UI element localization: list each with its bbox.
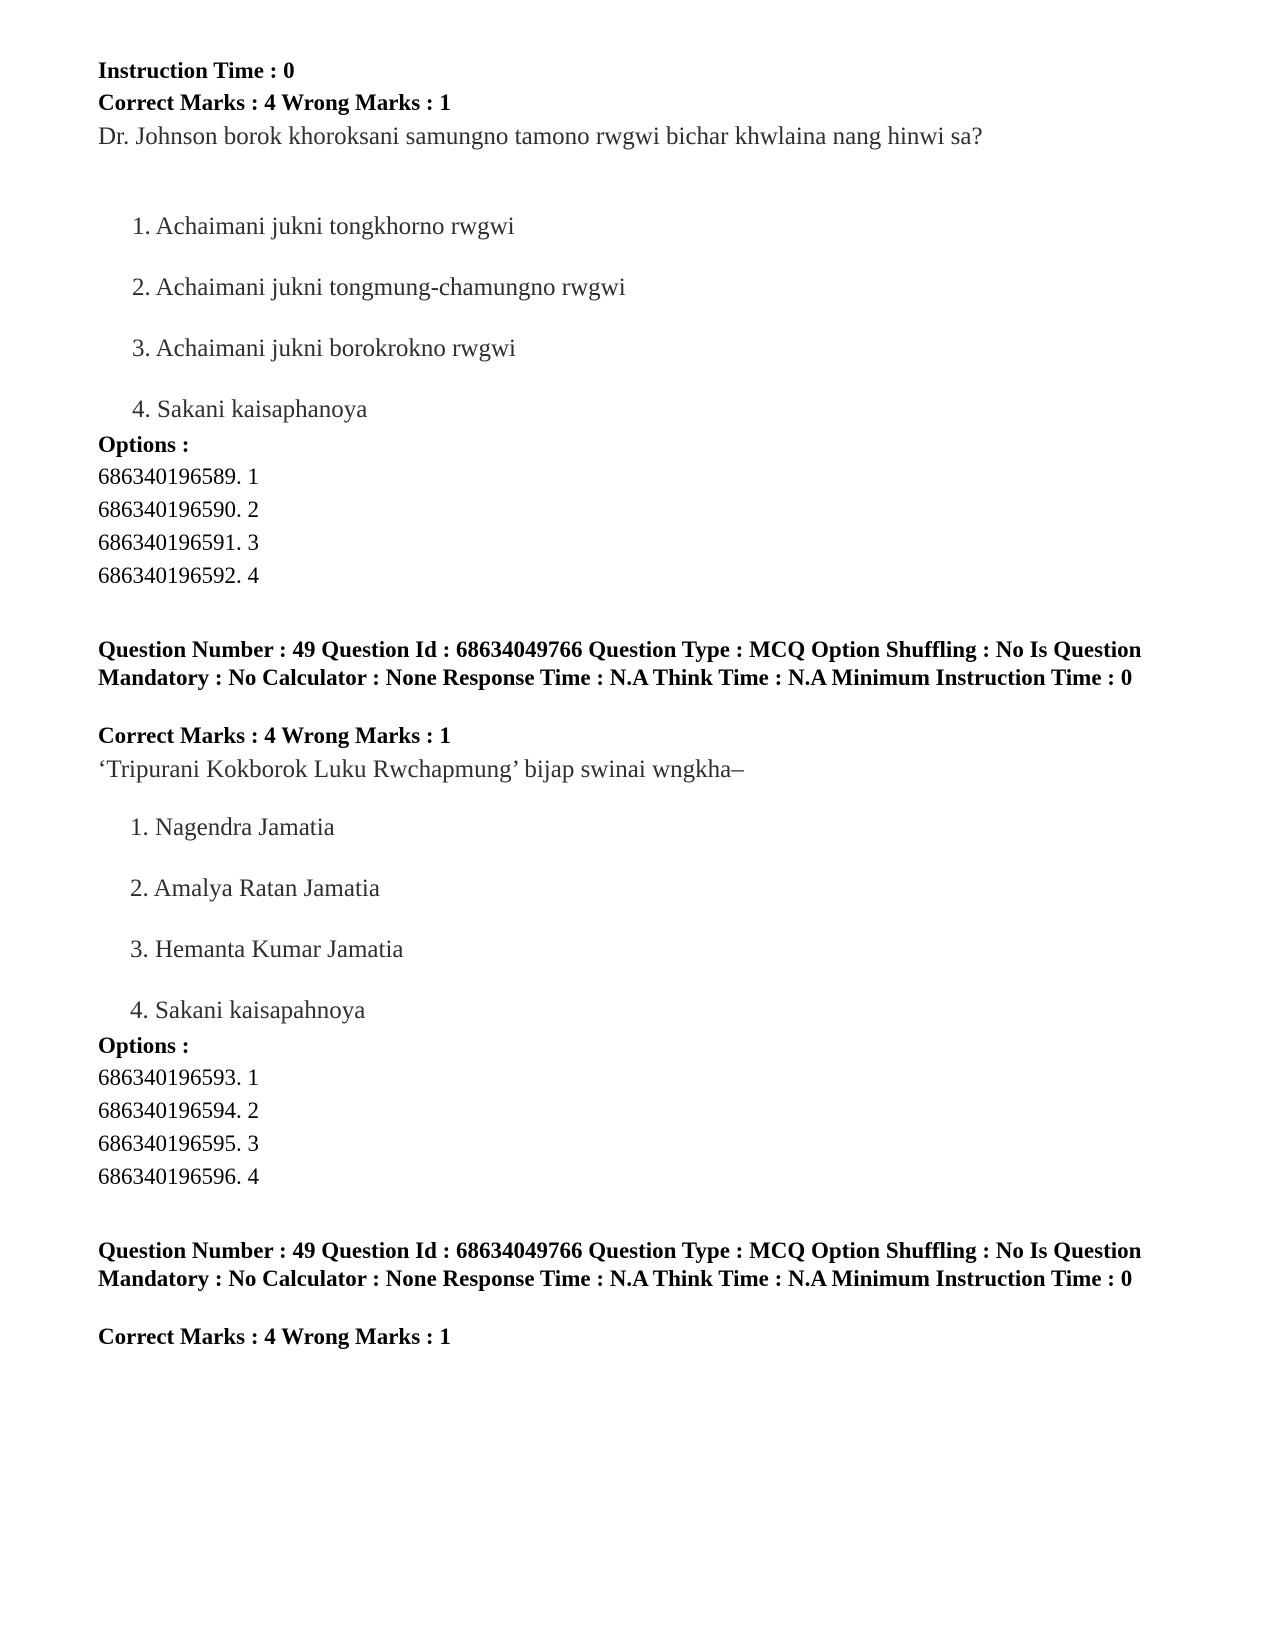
options-label: Options : xyxy=(98,432,190,457)
options-label: Options : xyxy=(98,1033,190,1058)
question-text: Dr. Johnson borok khoroksani samungno tamono rwgwi bichar khwlaina nang hinwi sa? xyxy=(98,123,983,150)
option-id: 686340196590. 2 xyxy=(98,497,259,522)
question-header: Question Number : 49 Question Id : 68634049766 Question Type : MCQ Option Shuffling : No Is Question Mandatory : No Calculator : None Response Time : N.A Think Time : N.A Minimum Instruction Time : 0 xyxy=(98,1238,1142,1291)
choice-1: 1. Nagendra Jamatia xyxy=(130,814,335,841)
option-id: 686340196594. 2 xyxy=(98,1098,259,1123)
option-id: 686340196591. 3 xyxy=(98,530,259,555)
choice-3: 3. Hemanta Kumar Jamatia xyxy=(130,936,404,963)
instruction-time: Instruction Time : 0 xyxy=(98,58,295,83)
choice-4: 4. Sakani kaisaphanoya xyxy=(132,396,368,423)
option-id: 686340196592. 4 xyxy=(98,563,259,588)
option-id: 686340196593. 1 xyxy=(98,1065,259,1090)
question-text: ‘Tripurani Kokborok Luku Rwchapmung’ bijap swinai wngkha– xyxy=(98,756,744,783)
option-id: 686340196596. 4 xyxy=(98,1164,259,1189)
option-id: 686340196595. 3 xyxy=(98,1131,259,1156)
marks-line: Correct Marks : 4 Wrong Marks : 1 xyxy=(98,1324,451,1349)
choice-1: 1. Achaimani jukni tongkhorno rwgwi xyxy=(132,213,515,240)
marks-line: Correct Marks : 4 Wrong Marks : 1 xyxy=(98,90,451,115)
choice-4: 4. Sakani kaisapahnoya xyxy=(130,997,366,1024)
question-header: Question Number : 49 Question Id : 68634049766 Question Type : MCQ Option Shuffling : No Is Question Mandatory : No Calculator : None Response Time : N.A Think Time : N.A Minimum Instruction Time : 0 xyxy=(98,637,1142,690)
choice-3: 3. Achaimani jukni borokrokno rwgwi xyxy=(132,335,516,362)
marks-line: Correct Marks : 4 Wrong Marks : 1 xyxy=(98,723,451,748)
choice-2: 2. Amalya Ratan Jamatia xyxy=(130,875,380,902)
option-id: 686340196589. 1 xyxy=(98,464,259,489)
choice-2: 2. Achaimani jukni tongmung-chamungno rwgwi xyxy=(132,274,626,301)
